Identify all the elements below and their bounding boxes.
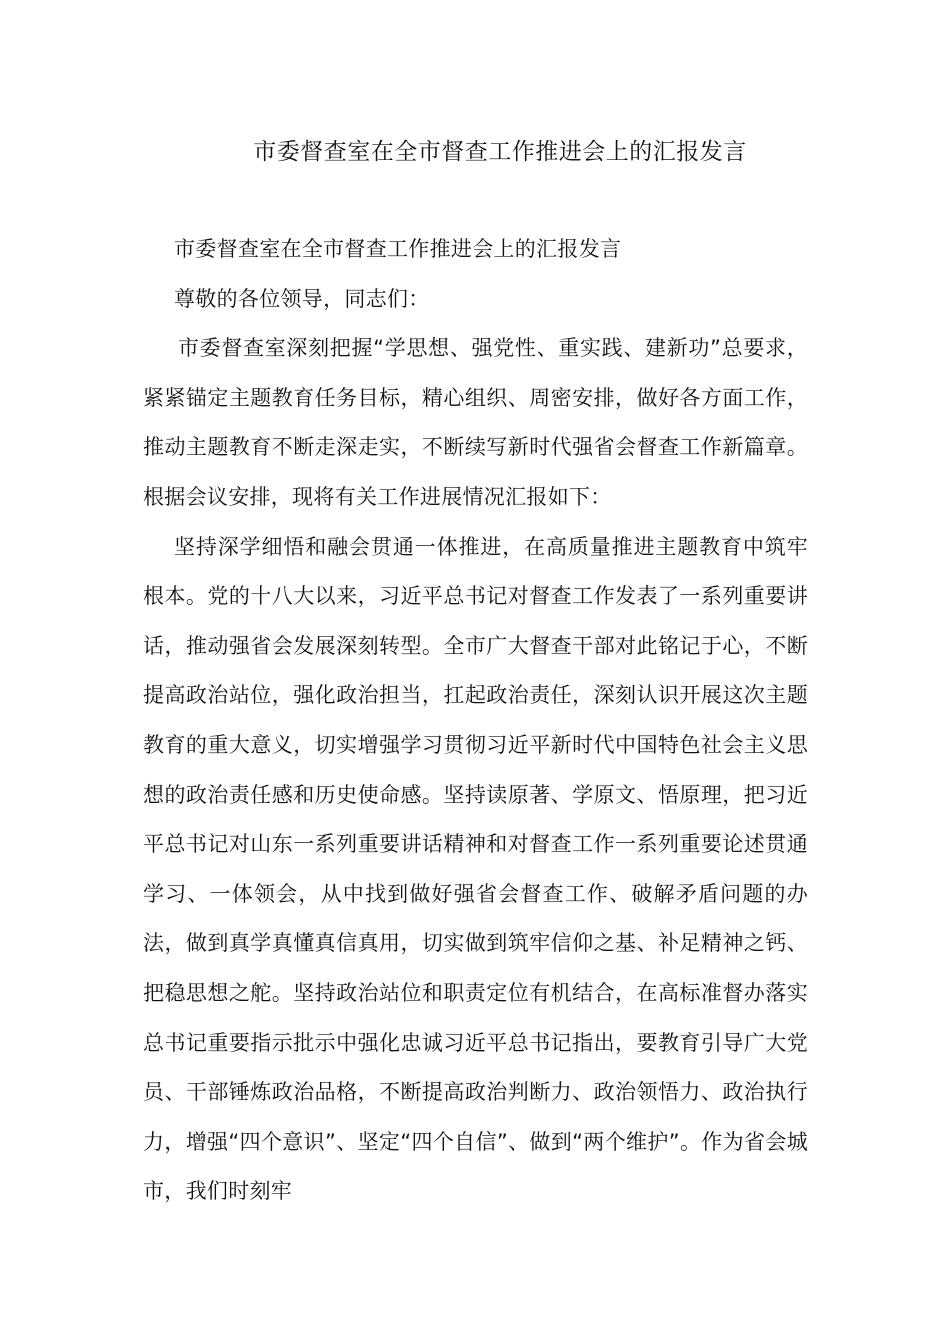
body-paragraph-intro: 市委督查室深刻把握“学思想、强党性、重实践、建新功”总要求，紧紧锚定主题教育任务目标，精心组织、周密安排，做好各方面工作，推动主题教育不断走深走实，不断续写新时代强省会督查工作新篇章。根据会议安排，现将有关工作进展情况汇报如下： bbox=[143, 336, 808, 509]
document-title: 市委督查室在全市督查工作推进会上的汇报发言 bbox=[253, 139, 747, 165]
body-paragraph-main: 坚持深学细悟和融会贯通一体推进，在高质量推进主题教育中筑牢根本。党的十八大以来，习近平总书记对督查工作发表了一系列重要讲话，推动强省会发展深刻转型。全市广大督查干部对此铭记于心，不断提高政治站位，强化政治担当，扛起政治责任，深刻认识开展这次主题教育的重大意义，切实增强学习贯彻习近平新时代中国特色社会主义思想的政治责任感和历史使命感。坚持读原著、学原文、悟原理，把习近平总书记对山东一系列重要讲话精神和对督查工作一系列重要论述贯通学习、一体领会，从中找到做好强省会督查工作、破解矛盾问题的办法，做到真学真懂真信真用，切实做到筑牢信仰之基、补足精神之钙、把稳思想之舵。坚持政治站位和职责定位有机结合，在高标准督办落实总书记重要指示批示中强化忠诚习近平总书记指出，要教育引导广大党员、干部锤炼政治品格，不断提高政治判断力、政治领悟力、政治执行力，增强“四个意识”、坚定“四个自信”、做到“两个维护”。作为省会城市，我们时刻牢 bbox=[143, 534, 808, 1204]
document-body bbox=[143, 225, 808, 1217]
body-paragraph-salutation: 尊敬的各位领导，同志们： bbox=[174, 286, 430, 311]
body-paragraph-heading: 市委督查室在全市督查工作推进会上的汇报发言 bbox=[174, 237, 622, 261]
